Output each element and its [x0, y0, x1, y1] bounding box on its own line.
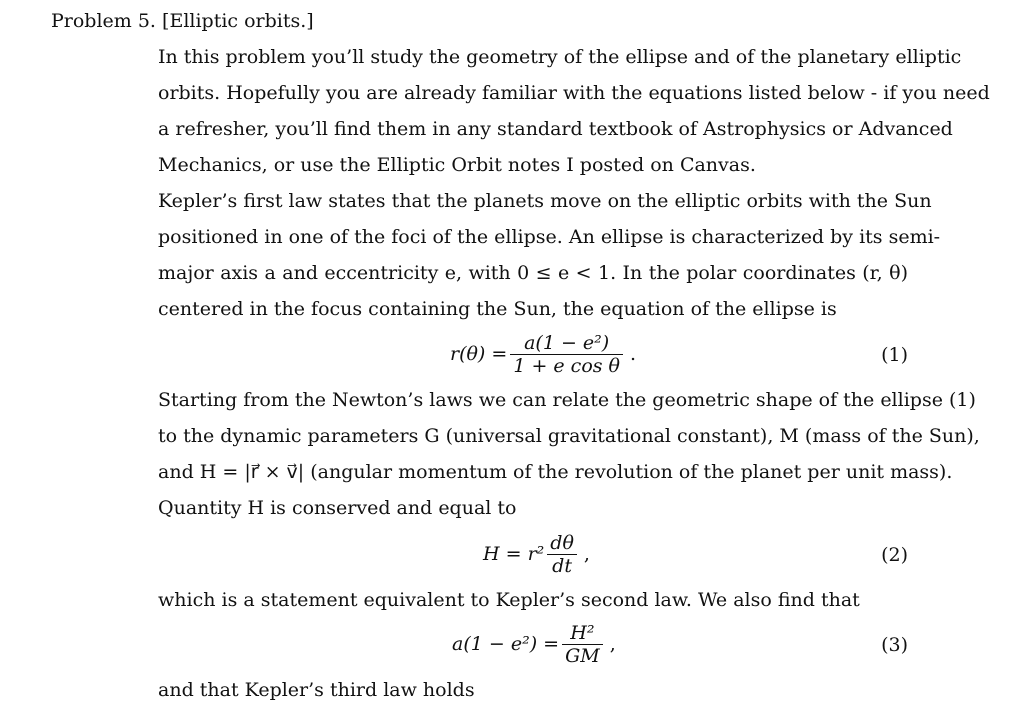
problem-title: [Elliptic orbits.]: [162, 10, 314, 32]
equation-number: (3): [881, 634, 908, 656]
paragraph-line: a refresher, you’ll find them in any standard textbook of Astrophysics or Advanced: [158, 118, 953, 140]
equation-punctuation: ,: [583, 543, 590, 565]
paragraph-line: In this problem you’ll study the geometry of the ellipse and of the planetary elliptic: [158, 46, 962, 68]
equation-1: [450, 330, 636, 378]
paragraph-line: orbits. Hopefully you are already familiar with the equations listed below - if you need: [158, 82, 990, 104]
equation-fraction: [510, 332, 623, 377]
equation-lhs: H = r²: [483, 543, 545, 565]
equation-lhs: r(θ) =: [450, 343, 508, 365]
paragraph-line: which is a statement equivalent to Kepler’s second law. We also find that: [158, 589, 860, 611]
equation-3: [452, 620, 616, 668]
paragraph-line: centered in the focus containing the Sun, the equation of the ellipse is: [158, 298, 837, 320]
paragraph-line: and H = |r⃗ × v⃗| (angular momentum of the revolution of the planet per unit mass).: [158, 461, 953, 483]
problem-label: Problem 5.: [51, 10, 156, 32]
equation-punctuation: ,: [609, 633, 616, 655]
equation-fraction: [562, 622, 603, 667]
paragraph-line: to the dynamic parameters G (universal gravitational constant), M (mass of the Sun),: [158, 425, 980, 447]
fraction-numerator: H²: [570, 621, 595, 644]
problem-heading: [51, 9, 314, 33]
equation-fraction: [547, 532, 577, 577]
equation-number: (1): [881, 344, 908, 366]
paragraph-line: Starting from the Newton’s laws we can relate the geometric shape of the ellipse (1): [158, 389, 976, 411]
paragraph-line: Quantity H is conserved and equal to: [158, 497, 517, 519]
fraction-numerator: dθ: [550, 531, 574, 554]
fraction-denominator: dt: [552, 554, 572, 577]
equation-punctuation: .: [630, 343, 637, 365]
equation-number: (2): [881, 544, 908, 566]
paragraph-line: Kepler’s first law states that the planets move on the elliptic orbits with the Sun: [158, 190, 932, 212]
paragraph-line: and that Kepler’s third law holds: [158, 679, 475, 701]
equation-2: [483, 530, 590, 578]
paragraph-line: major axis a and eccentricity e, with 0 ≤ e < 1. In the polar coordinates (r, θ): [158, 262, 908, 284]
paragraph-line: Mechanics, or use the Elliptic Orbit notes I posted on Canvas.: [158, 154, 756, 176]
equation-lhs: a(1 − e²) =: [452, 633, 560, 655]
fraction-denominator: 1 + e cos θ: [513, 354, 620, 377]
fraction-numerator: a(1 − e²): [524, 331, 610, 354]
paragraph-line: positioned in one of the foci of the ellipse. An ellipse is characterized by its semi-: [158, 226, 941, 248]
fraction-denominator: GM: [565, 644, 600, 667]
